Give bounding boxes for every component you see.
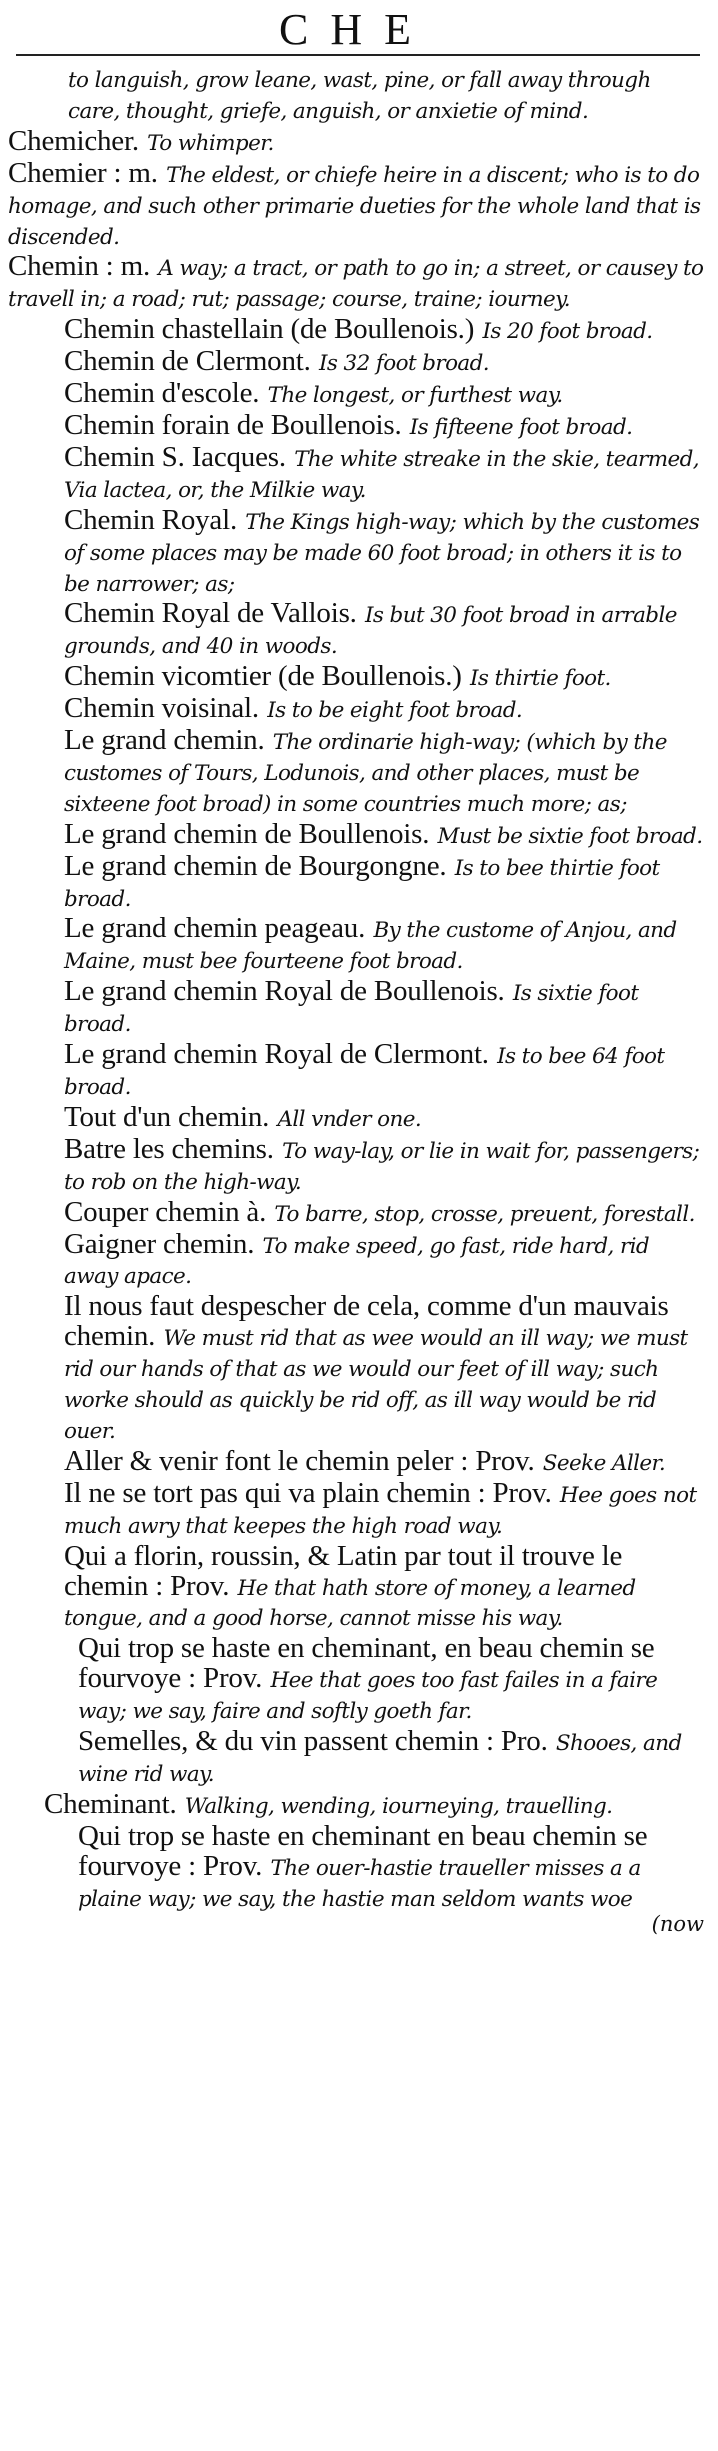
entry-english: The ouer-hastie traueller misses a a plaine way; we say, the hastie man seldom wants woe — [78, 1855, 641, 1912]
entry-english: Hee that goes too fast failes in a faire way; we say, faire and softly goeth far. — [78, 1668, 658, 1725]
entry-french: Chemin S. Iacques. — [64, 440, 286, 473]
entry-french: Chemin Royal de Vallois. — [64, 597, 357, 630]
entry-english: All vnder one. — [277, 1106, 422, 1132]
dictionary-entry — [64, 977, 704, 1040]
entry-french: Semelles, & du vin passent chemin : Pro. — [78, 1725, 548, 1758]
entry-english: To whimper. — [147, 130, 274, 156]
entry-english: Is to bee thirtie foot broad. — [64, 855, 660, 912]
dictionary-entry — [64, 503, 704, 600]
dictionary-entry — [64, 1227, 704, 1293]
dictionary-entry — [78, 1819, 704, 1915]
entry-english: The white streake in the skie, tearmed, Via lactea, or, the Milkie way. — [64, 446, 700, 503]
dictionary-entry — [44, 1787, 704, 1822]
catchword: (now — [651, 1912, 704, 1937]
dictionary-entry — [78, 1727, 704, 1790]
entry-french: Chemicher. — [8, 124, 139, 157]
dictionary-entry — [64, 662, 704, 694]
entry-english: To barre, stop, crosse, preuent, forestall. — [274, 1201, 695, 1227]
dictionary-entry — [64, 1040, 704, 1103]
entry-french: Tout d'un chemin. — [64, 1100, 270, 1133]
entry-english: Shooes, and wine rid way. — [78, 1731, 682, 1787]
dictionary-entry — [64, 408, 704, 443]
dictionary-entry — [68, 64, 704, 127]
dictionary-entry — [64, 849, 704, 915]
dictionary-entry — [8, 124, 704, 159]
entry-english: To make speed, go fast, ride hard, rid away apace. — [64, 1233, 650, 1290]
entry-french: Le grand chemin Royal de Clermont. — [64, 1038, 489, 1071]
entry-english: We must rid that as wee would an ill way; we must rid our hands of that as we would our feet of ill way; such worke should as quickly be rid off, as ill way would be rid ouer. — [64, 1326, 688, 1444]
dictionary-entry — [8, 252, 704, 315]
entry-english: By the custome of Anjou, and Maine, must bee fourteene foot broad. — [64, 918, 677, 975]
entry-english: Is 20 foot broad. — [482, 319, 653, 345]
entry-english: A way; a tract, or path to go in; a street, or causey to travell in; a road; rut; passage; course, traine; iourney. — [8, 256, 704, 313]
entry-french: Chemin Royal. — [64, 503, 238, 536]
entry-english: He that hath store of money, a learned tongue, and a good horse, cannot misse his way. — [64, 1575, 636, 1632]
entry-english: Must be sixtie foot broad. — [437, 823, 703, 849]
dictionary-entry — [8, 156, 704, 253]
dictionary-entry — [64, 726, 704, 820]
dictionary-entry — [64, 379, 704, 411]
entry-french: Chemier : m. — [8, 156, 158, 189]
dictionary-entry — [64, 1100, 704, 1135]
entry-english: The eldest, or chiefe heire in a discent; who is to do homage, and such other primarie dueties for the whole land that is discended. — [8, 162, 701, 250]
dictionary-entry — [64, 347, 704, 379]
dictionary-entry — [64, 440, 704, 506]
entry-french: Qui trop se haste en cheminant, en beau chemin se fourvoye : Prov. — [78, 1632, 655, 1695]
entry-english: Is fifteene foot broad. — [409, 414, 633, 440]
entry-french: Le grand chemin de Boullenois. — [64, 817, 430, 850]
entry-french: Le grand chemin de Bourgongne. — [64, 849, 447, 882]
entry-french: Cheminant. — [44, 1787, 177, 1820]
entry-french: Chemin de Clermont. — [64, 345, 311, 378]
entry-french: Il ne se tort pas qui va plain chemin : Prov. — [64, 1476, 552, 1509]
entry-french: Il nous faut despescher de cela, comme d'un mauvais chemin. — [64, 1290, 669, 1353]
entry-english: Hee goes not much awry that keepes the high road way. — [64, 1482, 697, 1539]
entry-english: Is 32 foot broad. — [318, 351, 490, 377]
entry-french: Qui a florin, roussin, & Latin par tout il trouve le chemin : Prov. — [64, 1539, 623, 1602]
dictionary-entry — [64, 1292, 704, 1447]
dictionary-entry — [64, 1444, 704, 1479]
entry-english: Is to be eight foot broad. — [267, 698, 523, 724]
dictionary-entry — [64, 1539, 704, 1635]
entries-column — [8, 54, 704, 1936]
dictionary-entry — [78, 1634, 704, 1727]
page-header — [8, 0, 704, 54]
dictionary-entry — [64, 817, 704, 852]
entry-english: to languish, grow leane, wast, pine, or fall away through care, thought, griefe, anguish, or anxietie of mind. — [68, 68, 651, 124]
dictionary-entry — [64, 315, 704, 347]
entry-french: Chemin : m. — [8, 250, 150, 283]
entry-french: Le grand chemin Royal de Boullenois. — [64, 975, 505, 1008]
entry-english: Is sixtie foot broad. — [64, 981, 639, 1038]
entry-english: Is thirtie foot. — [469, 666, 611, 692]
entry-english: Seeke Aller. — [542, 1450, 666, 1476]
entry-english: Walking, wending, iourneying, trauelling. — [184, 1793, 613, 1819]
entry-english: Is but 30 foot broad in arrable grounds, and 40 in woods. — [64, 603, 677, 660]
entry-english: The Kings high-way; which by the customes of some places may be made 60 foot broad; in others it is to be narrower; as; — [64, 509, 700, 597]
entry-french: Chemin voisinal. — [64, 692, 259, 725]
entry-french: Le grand chemin peageau. — [64, 912, 366, 945]
entry-french: Couper chemin à. — [64, 1195, 267, 1228]
dictionary-entry — [64, 1195, 704, 1230]
entry-french: Le grand chemin. — [64, 724, 265, 757]
entry-french: Qui trop se haste en cheminant en beau chemin se fourvoye : Prov. — [78, 1819, 648, 1882]
entry-french: Gaigner chemin. — [64, 1227, 255, 1260]
dictionary-entry — [64, 914, 704, 977]
header-rule — [16, 54, 700, 56]
entry-english: The ordinarie high-way; (which by the customes of Tours, Lodunois, and other places, must be sixteene foot broad) in some countries much more; as; — [64, 730, 667, 817]
dictionary-entry — [64, 1132, 704, 1198]
dictionary-entry — [64, 1476, 704, 1542]
entry-french: Chemin vicomtier (de Boullenois.) — [64, 660, 462, 693]
entry-english: Is to bee 64 foot broad. — [64, 1044, 665, 1100]
entry-french: Chemin chastellain (de Boullenois.) — [64, 313, 475, 346]
entry-french: Chemin forain de Boullenois. — [64, 408, 402, 441]
entry-english: To way-lay, or lie in wait for, passengers; to rob on the high-way. — [64, 1138, 700, 1195]
entry-french: Batre les chemins. — [64, 1132, 274, 1165]
entry-english: The longest, or furthest way. — [267, 383, 563, 409]
dictionary-entry — [64, 694, 704, 726]
running-headword: CHE — [279, 5, 433, 54]
entry-french: Aller & venir font le chemin peler : Prov. — [64, 1444, 535, 1477]
entry-french: Chemin d'escole. — [64, 377, 260, 410]
dictionary-entry — [64, 599, 704, 662]
